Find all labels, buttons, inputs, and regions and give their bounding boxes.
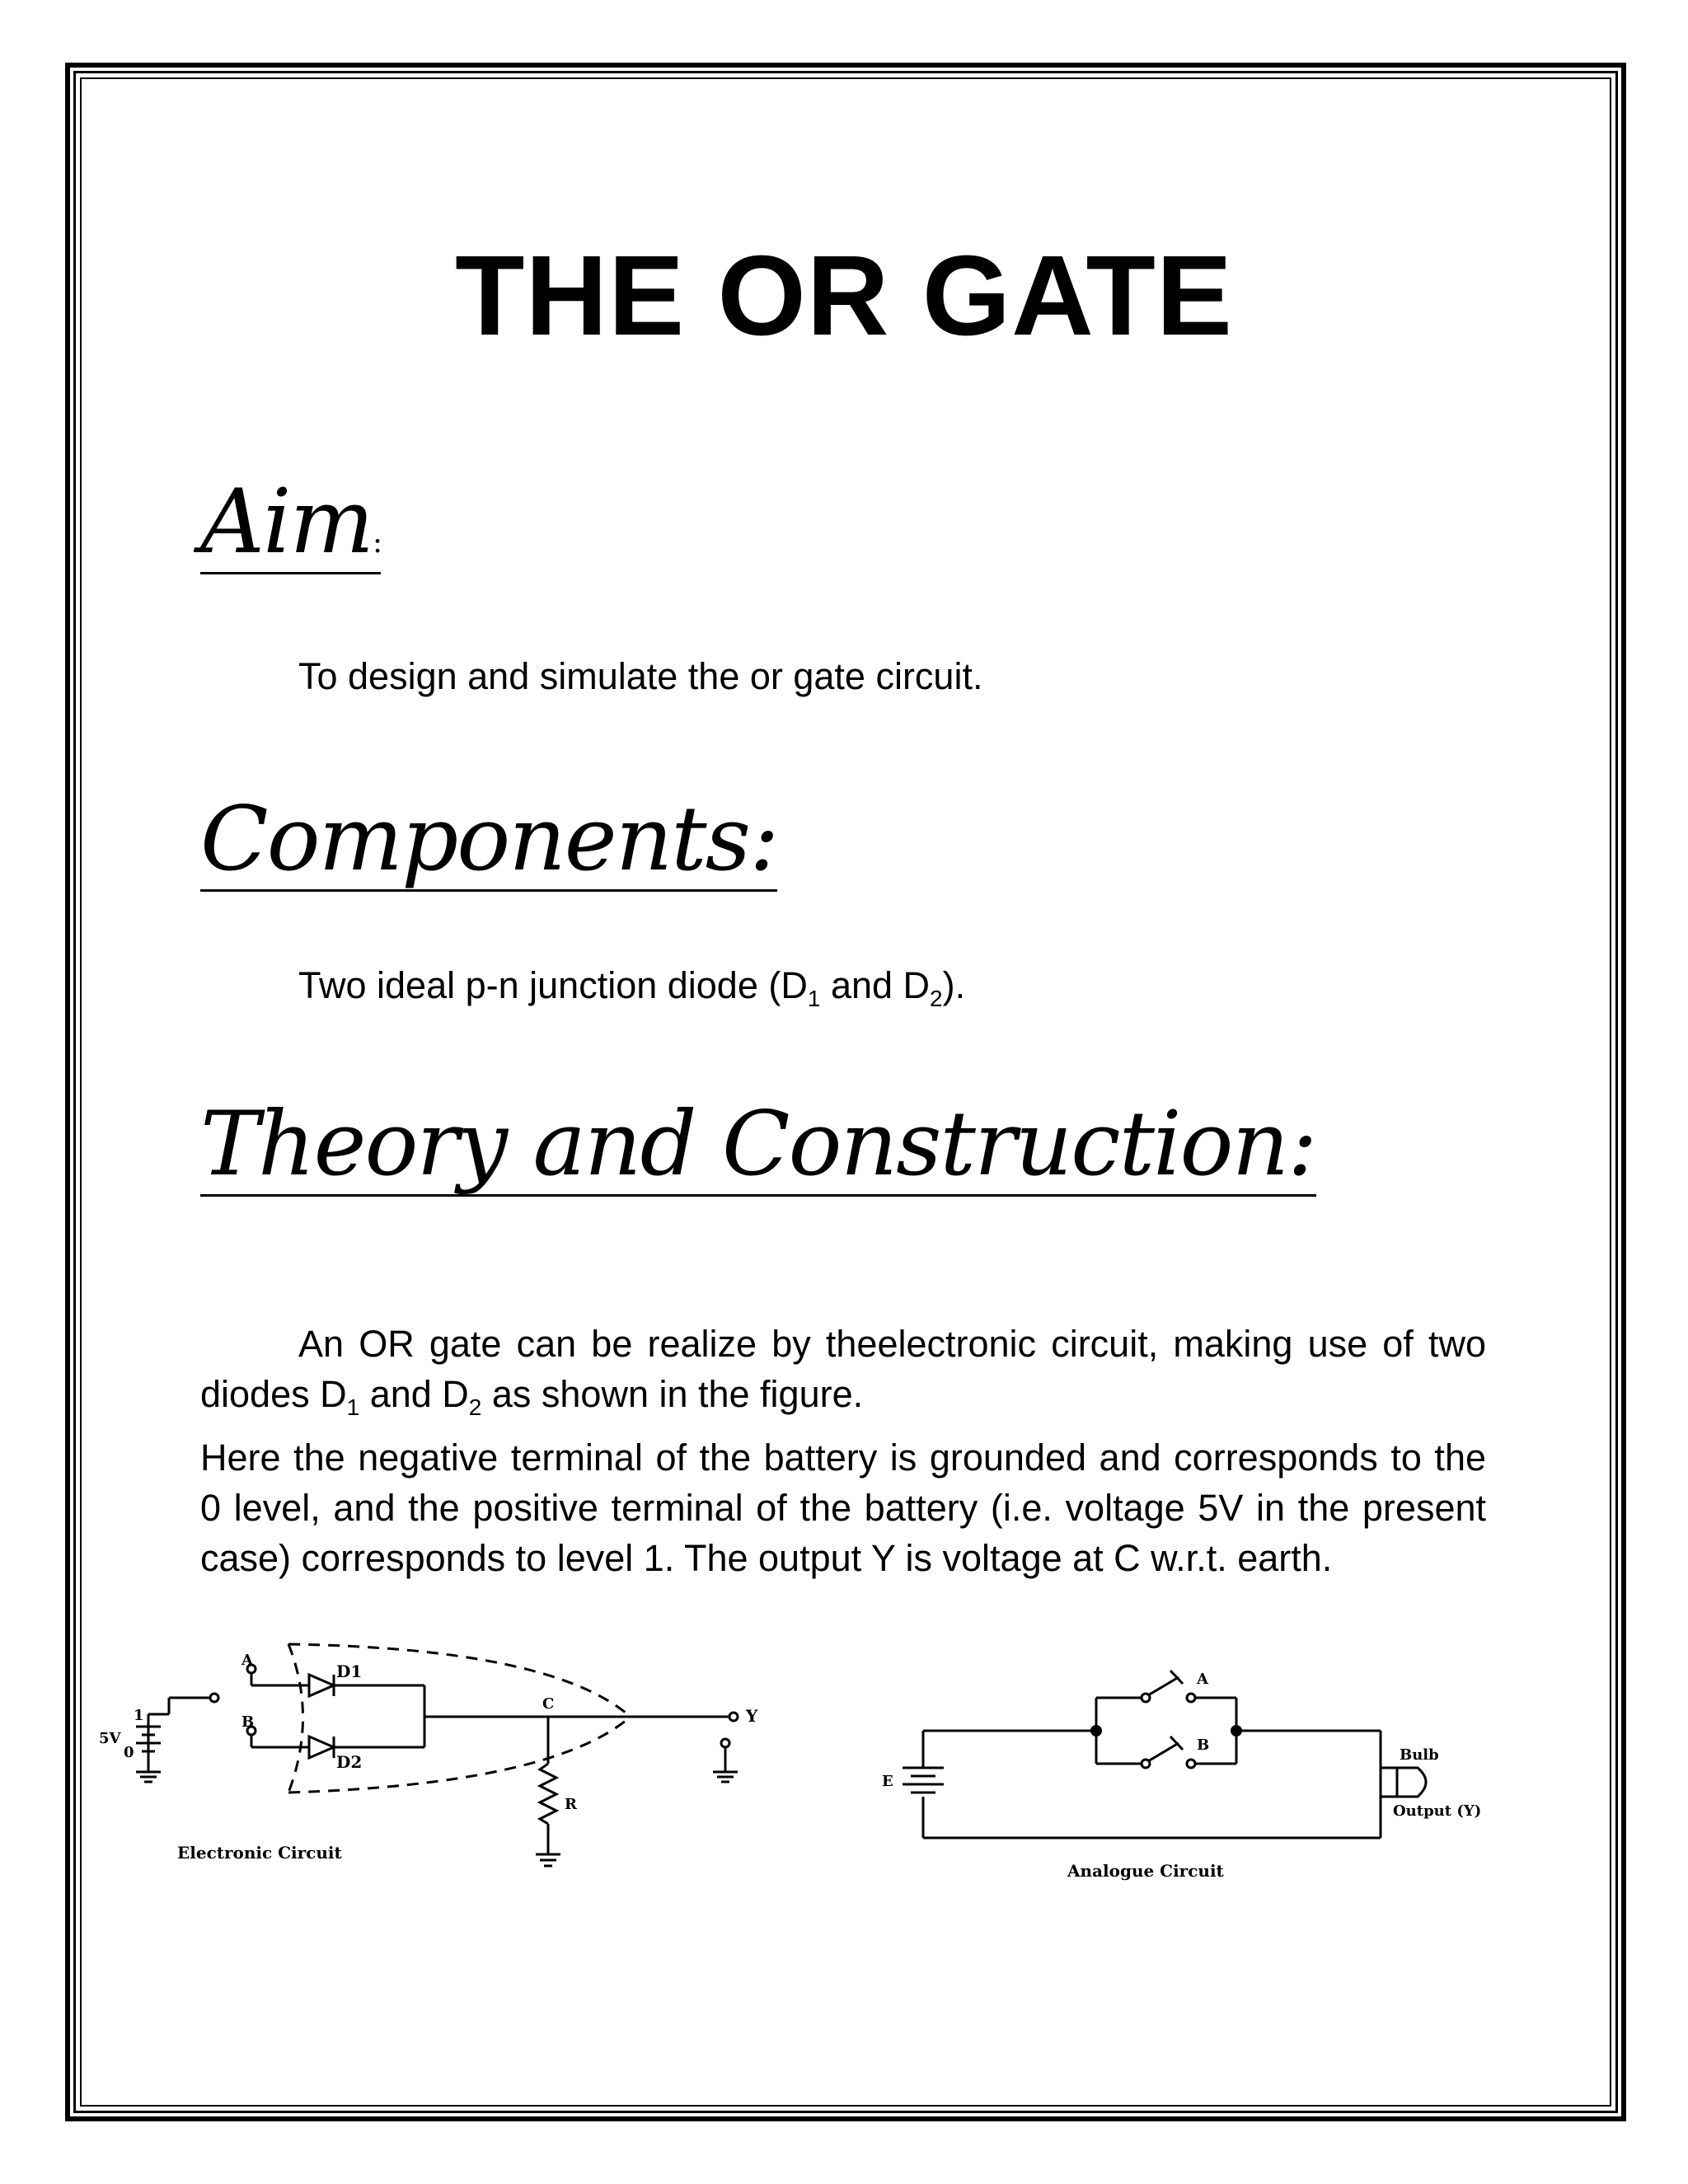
node-c-label: C	[542, 1695, 555, 1713]
theory-text-part: as shown in the figure.	[481, 1373, 864, 1415]
theory-text-part: and D	[359, 1373, 469, 1415]
input-a-label: A	[241, 1652, 253, 1669]
components-sub-1: 1	[807, 986, 821, 1011]
level-1-label: 1	[134, 1707, 144, 1724]
theory-paragraph-1	[200, 1319, 1486, 1432]
electronic-circuit-diagram	[91, 1628, 783, 1891]
switch-b-label: B	[1197, 1736, 1210, 1754]
aim-heading	[200, 471, 382, 574]
aim-heading-colon: :	[372, 526, 382, 560]
theory-paragraph-2: Here the negative terminal of the battery is grounded and corresponds to the 0 level, and the positive terminal of the battery (i.e. voltage 5V in the present case) corresponds to level 1. The output Y is voltage at C w.r.t. earth.	[200, 1436, 1486, 1579]
resistor-r-label: R	[565, 1796, 577, 1813]
components-heading: Components:	[200, 788, 778, 891]
d2-label: D2	[336, 1752, 363, 1772]
theory-heading: Theory and Construction:	[200, 1093, 1316, 1196]
switch-a-label: A	[1197, 1671, 1208, 1688]
analogue-circuit-caption: Analogue Circuit	[1067, 1861, 1224, 1881]
aim-heading-text: Aim	[200, 471, 373, 574]
page-title: THE OR GATE	[455, 232, 1233, 359]
components-text	[298, 960, 965, 1024]
components-text-part: ).	[942, 964, 966, 1006]
input-b-label: B	[241, 1713, 255, 1731]
components-text-part: Two ideal p-n junction diode (D	[298, 964, 808, 1006]
bulb-label: Bulb	[1400, 1746, 1439, 1764]
output-y-label: Y	[746, 1706, 758, 1726]
aim-text: To design and simulate the or gate circuit.	[298, 655, 983, 697]
theory-sub-1: 1	[346, 1394, 360, 1420]
battery-e-label: E	[882, 1773, 893, 1790]
theory-text	[200, 1319, 1486, 1583]
electronic-circuit-caption: Electronic Circuit	[177, 1843, 342, 1863]
components-sub-2: 2	[930, 986, 943, 1011]
analogue-circuit-diagram	[849, 1652, 1508, 1891]
d1-label: D1	[336, 1661, 363, 1681]
level-0-label: 0	[124, 1744, 134, 1761]
battery-5v-label: 5V	[99, 1730, 121, 1747]
components-text-part: and D	[820, 964, 931, 1006]
theory-text-part: An OR gate can be realize by theelectronic circuit, making use of two diodes D	[200, 1323, 1486, 1415]
theory-sub-2: 2	[468, 1394, 482, 1420]
output-y-label: Output (Y)	[1393, 1802, 1482, 1820]
